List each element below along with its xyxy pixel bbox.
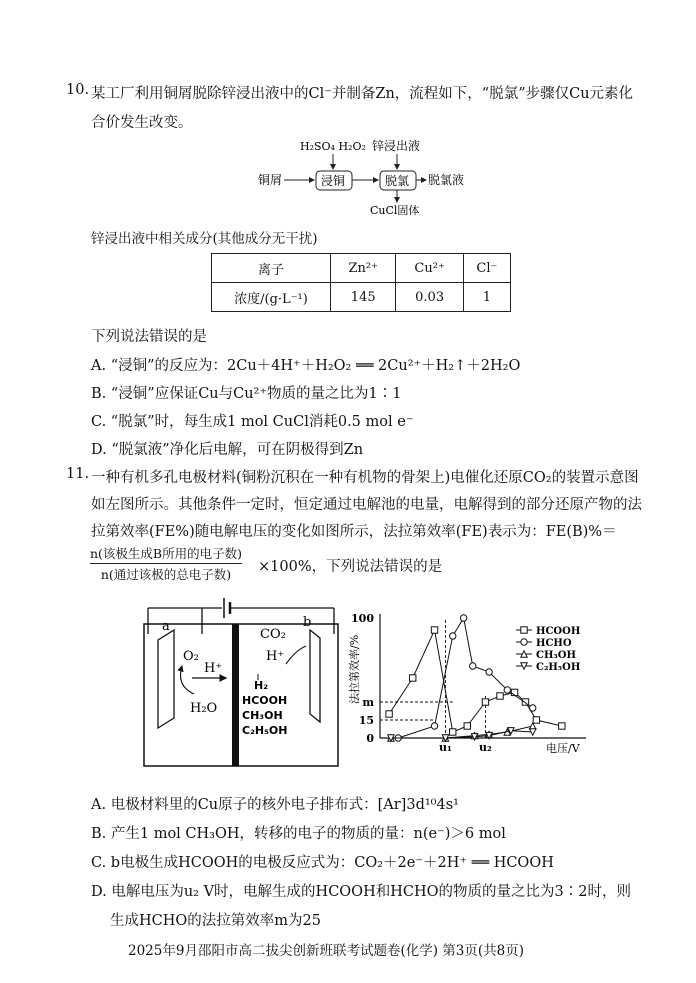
electrode-b [310, 630, 320, 722]
table-cell: 浓度/(g·L⁻¹) [212, 283, 331, 312]
chart-data-point [530, 705, 536, 711]
legend-label: C₂H₅OH [536, 662, 581, 673]
q11-option-a: A. 电极材料里的Cu原子的核外电子排布式：[Ar]3d¹⁰4s¹ [91, 797, 459, 813]
q11-number: 11. [66, 466, 90, 482]
h-plus-right-label: H⁺ [266, 649, 285, 664]
chart-y-tick-label: 15 [358, 714, 374, 727]
chart-y-tick-label: 100 [351, 612, 374, 625]
chart-y-tick-label: m [362, 696, 374, 709]
product-label: HCOOH [242, 694, 288, 707]
chart-data-point [486, 669, 492, 675]
q10-table-caption: 锌浸出液中相关成分(其他成分无干扰) [91, 231, 318, 247]
chart-y-axis-label: 法拉第效率/% [348, 634, 361, 704]
legend-marker [521, 639, 527, 645]
chart-data-point [530, 723, 536, 729]
page-footer: 2025年9月邵阳市高二拔尖创新班联考试题卷(化学) 第3页(共8页) [128, 943, 524, 959]
chart-data-point [482, 699, 488, 705]
chart-x-tick-label: u₁ [439, 741, 452, 754]
q11-fraction [90, 544, 242, 583]
q11-option-c: C. b电极生成HCOOH的电极反应式为：CO₂＋2e⁻＋2H⁺ ══ HCOOH [91, 855, 554, 871]
q11-option-b: B. 产生1 mol CH₃OH，转移的电子的物质的量：n(e⁻)＞6 mol [91, 826, 506, 842]
q11-stem-line3: 拉第效率(FE%)随电解电压的变化如图所示，法拉第效率(FE)表示为：FE(B)%＝ [91, 524, 617, 540]
q10-stem-line1: 某工厂利用铜屑脱除锌浸出液中的Cl⁻并制备Zn，流程如下，“脱氯”步骤仅Cu元素化 [91, 86, 634, 102]
product-label: C₂H₅OH [242, 724, 288, 737]
flow-reagents: H₂SO₄ H₂O₂ [300, 140, 366, 153]
flow-output: 脱氯液 [428, 173, 465, 187]
chart-data-point [504, 687, 510, 693]
product-label: H₂ [254, 679, 269, 692]
q10-stem-line2: 合价发生改变。 [91, 115, 193, 131]
flow-box1-label: 浸铜 [321, 174, 346, 188]
flow-box2-label: 脱氯 [385, 174, 410, 188]
table-cell: 145 [331, 283, 396, 312]
q11-stem-line2: 如左图所示。其他条件一定时，恒定通过电解池的电量，电解得到的部分还原产物的法 [91, 497, 642, 513]
h-plus-left-label: H⁺ [204, 661, 223, 676]
electrode-a-label: a [162, 619, 170, 634]
co2-label: CO₂ [260, 627, 286, 642]
chart-data-point [386, 711, 392, 717]
q10-option-d: D. “脱氯液”净化后电解，可在阴极得到Zn [91, 442, 364, 458]
chart-data-point [431, 723, 437, 729]
flow-solid: CuCl固体 [370, 204, 420, 217]
q10-number: 10. [66, 82, 90, 98]
q11-fraction-tail: ×100%，下列说法错误的是 [258, 559, 443, 575]
chart-data-point [470, 663, 476, 669]
product-label: CH₃OH [242, 709, 283, 722]
chart-data-point [410, 675, 416, 681]
q11-option-d: D. 电解电压为u₂ V时，电解生成的HCOOH和HCHO的物质的量之比为3∶2时，则 [91, 884, 631, 900]
fraction-numerator: n(该极生成B所用的电子数) [90, 546, 242, 561]
flow-start: 铜屑 [258, 173, 283, 187]
chart-data-point [533, 717, 539, 723]
q11-stem-line1: 一种有机多孔电极材料(铜粉沉积在一种有机物的骨架上)电催化还原CO₂的装置示意图 [91, 470, 639, 486]
chart-data-point [559, 723, 565, 729]
cell-container [144, 624, 338, 766]
chart-data-point [460, 615, 466, 621]
chart-data-point [497, 693, 503, 699]
chart-data-point [450, 633, 456, 639]
q10-option-b: B. “浸铜”应保证Cu与Cu²⁺物质的量之比为1∶1 [91, 386, 402, 402]
table-header-cell: 离子 [212, 254, 331, 283]
legend-label: HCOOH [536, 626, 581, 637]
cell-membrane [232, 624, 239, 766]
chart-x-axis-label: 电压/V [546, 742, 580, 755]
table-row [212, 283, 511, 312]
q11-fe-chart [340, 604, 620, 764]
q10-option-a: A. “浸铜”的反应为：2Cu＋4H⁺＋H₂O₂ ══ 2Cu²⁺＋H₂↑＋2H₂O [91, 358, 521, 374]
legend-label: HCHO [536, 638, 572, 649]
h2o-label: H₂O [190, 701, 218, 716]
table-cell: 0.03 [396, 283, 463, 312]
flow-feed: 锌浸出液 [372, 139, 421, 153]
q11-option-d-cont: 生成HCHO的法拉第效率m为25 [110, 913, 321, 929]
fraction-denominator: n(通过该极的总电子数) [100, 567, 232, 582]
chart-data-point [464, 723, 470, 729]
table-header-row [212, 254, 511, 283]
chart-data-point [431, 627, 437, 633]
table-cell: 1 [463, 283, 510, 312]
q10-flow-diagram [250, 136, 490, 220]
electrode-a [158, 630, 174, 728]
q10-option-c: C. “脱氯”时，每生成1 mol CuCl消耗0.5 mol e⁻ [91, 414, 414, 430]
chart-series-line [398, 618, 533, 738]
table-header-cell: Cl⁻ [463, 254, 510, 283]
chart-y-tick-label: 0 [366, 732, 374, 745]
legend-marker [521, 627, 527, 633]
legend-label: CH₃OH [536, 650, 576, 661]
chart-x-tick-label: u₂ [479, 741, 492, 754]
chart-legend [516, 626, 580, 673]
chart-data-point [450, 729, 456, 735]
table-header-cell: Zn²⁺ [331, 254, 396, 283]
q10-prompt: 下列说法错误的是 [91, 329, 207, 345]
o2-label: O₂ [183, 649, 199, 664]
electrode-b-label: b [303, 615, 312, 630]
q11-cell-diagram [138, 594, 344, 770]
table-header-cell: Cu²⁺ [396, 254, 463, 283]
q10-composition-table [211, 253, 511, 312]
